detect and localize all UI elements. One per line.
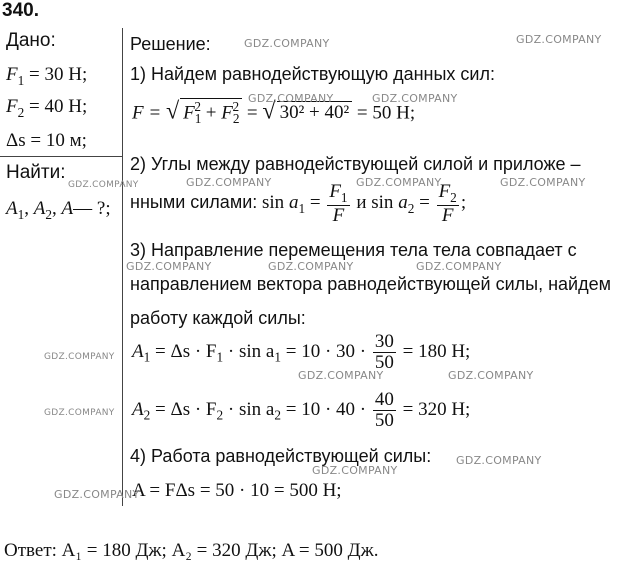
given-ds: Δs = 10 м; [6,130,87,151]
watermark: GDZ.COMPANY [68,180,139,190]
watermark: GDZ.COMPANY [248,92,334,105]
watermark: GDZ.COMPANY [268,260,354,273]
watermark: GDZ.COMPANY [448,369,534,382]
watermark: GDZ.COMPANY [516,33,602,46]
find-title: Найти: [6,162,66,183]
find-quantities: $A_1$, $A_2$, A— ?; [6,198,111,222]
problem-number: 340. [2,0,39,21]
watermark: GDZ.COMPANY [186,176,272,189]
watermark: GDZ.COMPANY [298,369,384,382]
watermark: GDZ.COMPANY [44,408,115,418]
watermark: GDZ.COMPANY [416,260,502,273]
equation-work-a2: $A_2 = \Delta s \cdot F_2 \cdot \sin a_2 = 10 \cdot 40$ · $\frac{40}{50}$ = 320 Н; [132,389,471,431]
watermark: GDZ.COMPANY [312,464,398,477]
solution-title: Решение: [130,34,211,54]
equation-total-work: A = FΔs = 50 · 10 = 500 Н; [132,480,342,501]
watermark: GDZ.COMPANY [54,488,140,501]
watermark: GDZ.COMPANY [126,260,212,273]
given-f2: $F_2 = 40$ Н; [6,96,88,120]
step4-text: 4) Работа равнодействующей силы: [130,446,432,466]
watermark: GDZ.COMPANY [244,37,330,50]
equation-work-a1: $A_1 = \Delta s \cdot F_1 \cdot \sin a_1 = 10 \cdot 30$ · $\frac{30}{50}$ = 180 Н; [132,331,471,373]
watermark: GDZ.COMPANY [44,352,115,362]
watermark: GDZ.COMPANY [456,454,542,467]
answer-line: Ответ: A₁ = 180 Дж; A₂ = 320 Дж; A = 500 Дж. [4,540,379,561]
equation-angles: нными силами: $\sin a_1$ = $\frac{F_1}{F}$ и $\sin a_2$ = $\frac{F_2}{F}$ ; [130,181,467,226]
given-title: Дано: [6,30,56,51]
equation-resultant-force: F = √ $F_1^2 + F_2^2$ = √ 30² + 40² = 50 Н; [132,98,416,127]
watermark: GDZ.COMPANY [356,176,442,189]
vertical-divider [122,28,123,506]
step3-line2: направлением вектора равнодействующей силы, найдем [130,274,611,294]
step3-line1: 3) Направление перемещения тела тела совпадает с [130,240,577,260]
watermark: GDZ.COMPANY [500,176,586,189]
step3-line3: работу каждой силы: [130,308,306,328]
watermark: GDZ.COMPANY [372,92,458,105]
given-f1: $F_1 = 30$ Н; [6,64,88,88]
step1-text: 1) Найдем равнодействующую данных сил: [130,64,495,84]
horizontal-divider [0,156,122,157]
step2-line1: 2) Углы между равнодействующей силой и приложе – [130,154,581,174]
